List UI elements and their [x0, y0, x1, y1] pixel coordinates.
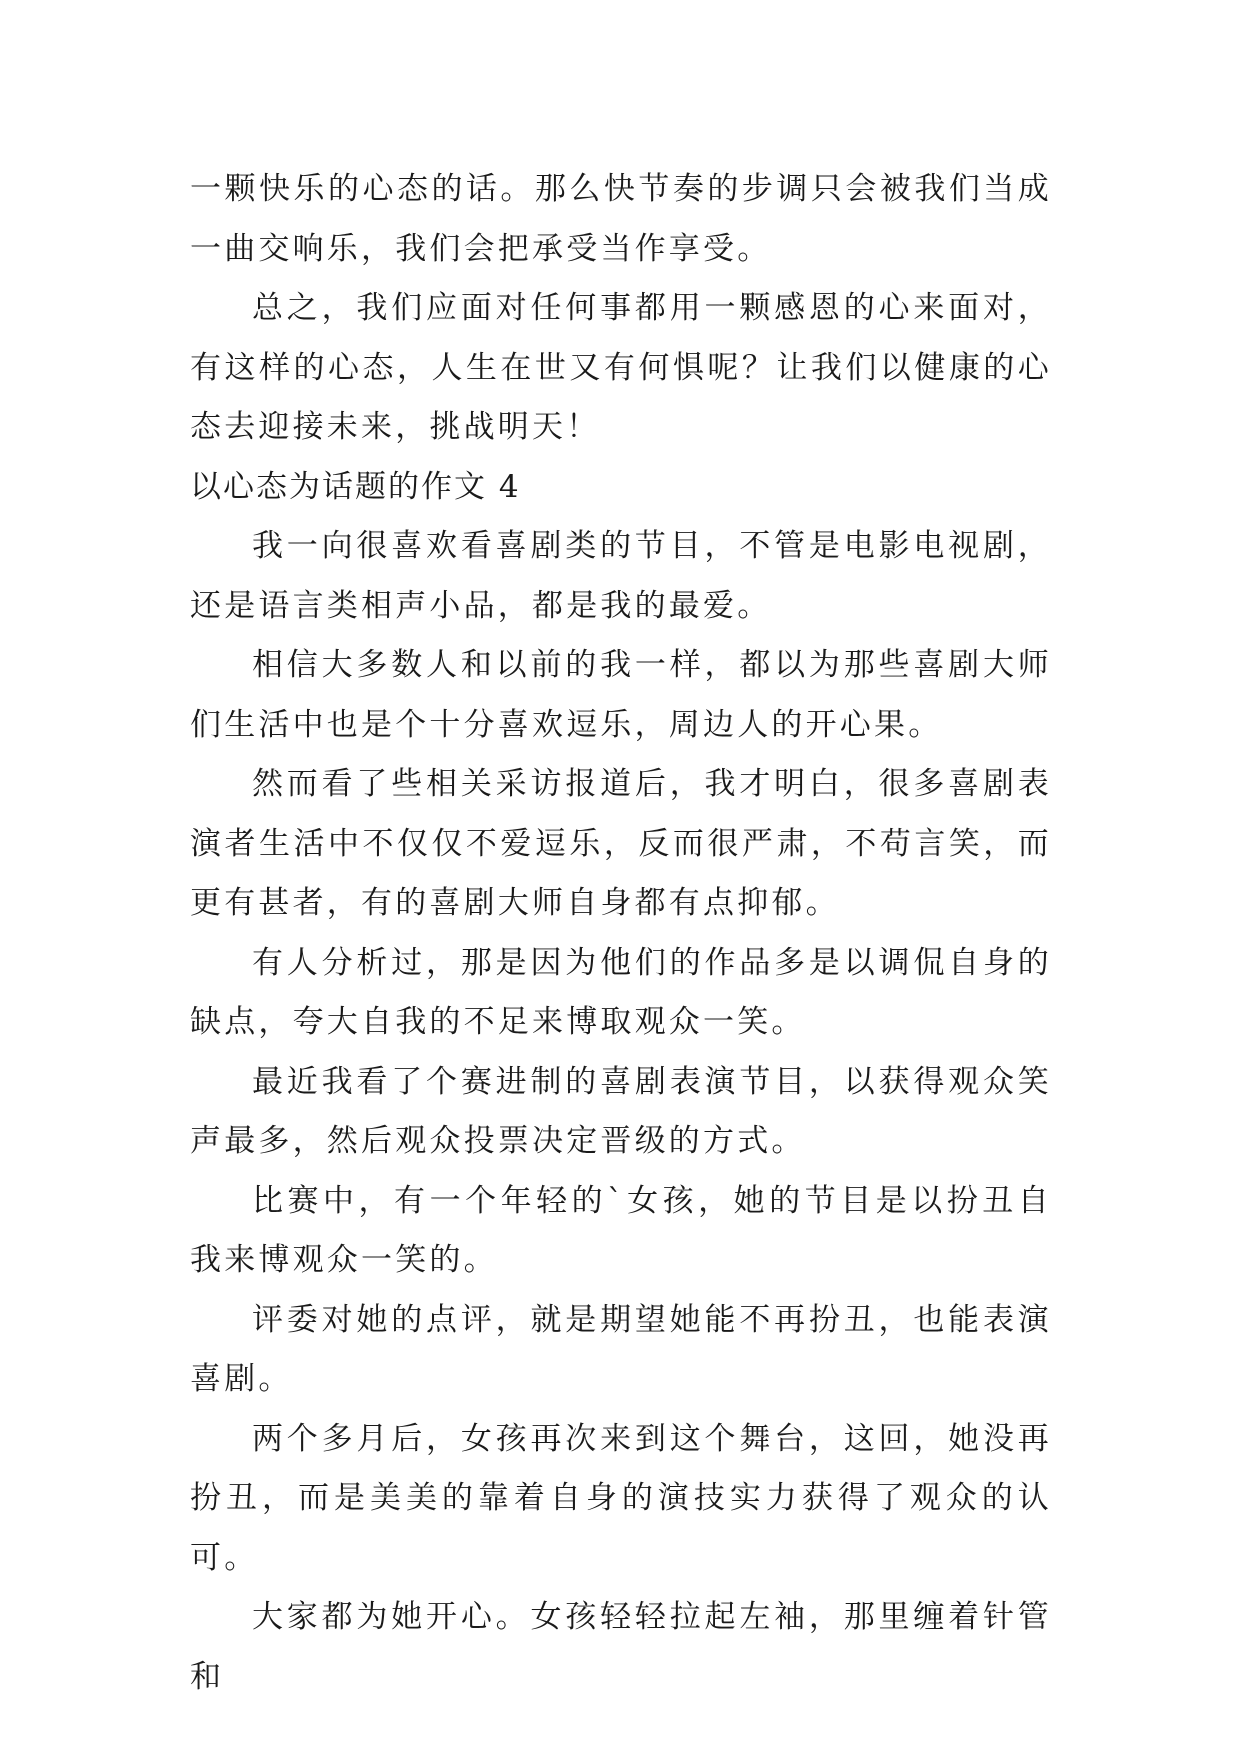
paragraph: 我一向很喜欢看喜剧类的节目，不管是电影电视剧，还是语言类相声小品，都是我的最爱。 — [190, 528, 1052, 624]
section-heading: 以心态为话题的作文 4 — [190, 468, 521, 505]
document-body — [190, 160, 1052, 1707]
paragraph: 相信大多数人和以前的我一样，都以为那些喜剧大师们生活中也是个十分喜欢逗乐，周边人的开心果。 — [190, 647, 1052, 743]
paragraph: 比赛中，有一个年轻的`女孩，她的节目是以扮丑自我来博观众一笑的。 — [190, 1182, 1052, 1278]
paragraph: 大家都为她开心。女孩轻轻拉起左袖，那里缠着针管和 — [190, 1599, 1052, 1695]
paragraph-continuation: 一颗快乐的心态的话。那么快节奏的步调只会被我们当成一曲交响乐，我们会把承受当作享受。 — [190, 171, 1052, 267]
paragraph: 两个多月后，女孩再次来到这个舞台，这回，她没再扮丑，而是美美的靠着自身的演技实力获得了观众的认可。 — [190, 1420, 1052, 1576]
paragraph: 然而看了些相关采访报道后，我才明白，很多喜剧表演者生活中不仅仅不爱逗乐，反而很严肃，不苟言笑，而更有甚者，有的喜剧大师自身都有点抑郁。 — [190, 766, 1052, 921]
paragraph: 总之，我们应面对任何事都用一颗感恩的心来面对，有这样的心态，人生在世又有何惧呢？让我们以健康的心态去迎接未来，挑战明天！ — [190, 290, 1052, 445]
paragraph: 最近我看了个赛进制的喜剧表演节目，以获得观众笑声最多，然后观众投票决定晋级的方式。 — [190, 1063, 1052, 1159]
paragraph: 评委对她的点评，就是期望她能不再扮丑，也能表演喜剧。 — [190, 1301, 1052, 1397]
paragraph: 有人分析过，那是因为他们的作品多是以调侃自身的缺点，夸大自我的不足来博取观众一笑。 — [190, 944, 1052, 1040]
